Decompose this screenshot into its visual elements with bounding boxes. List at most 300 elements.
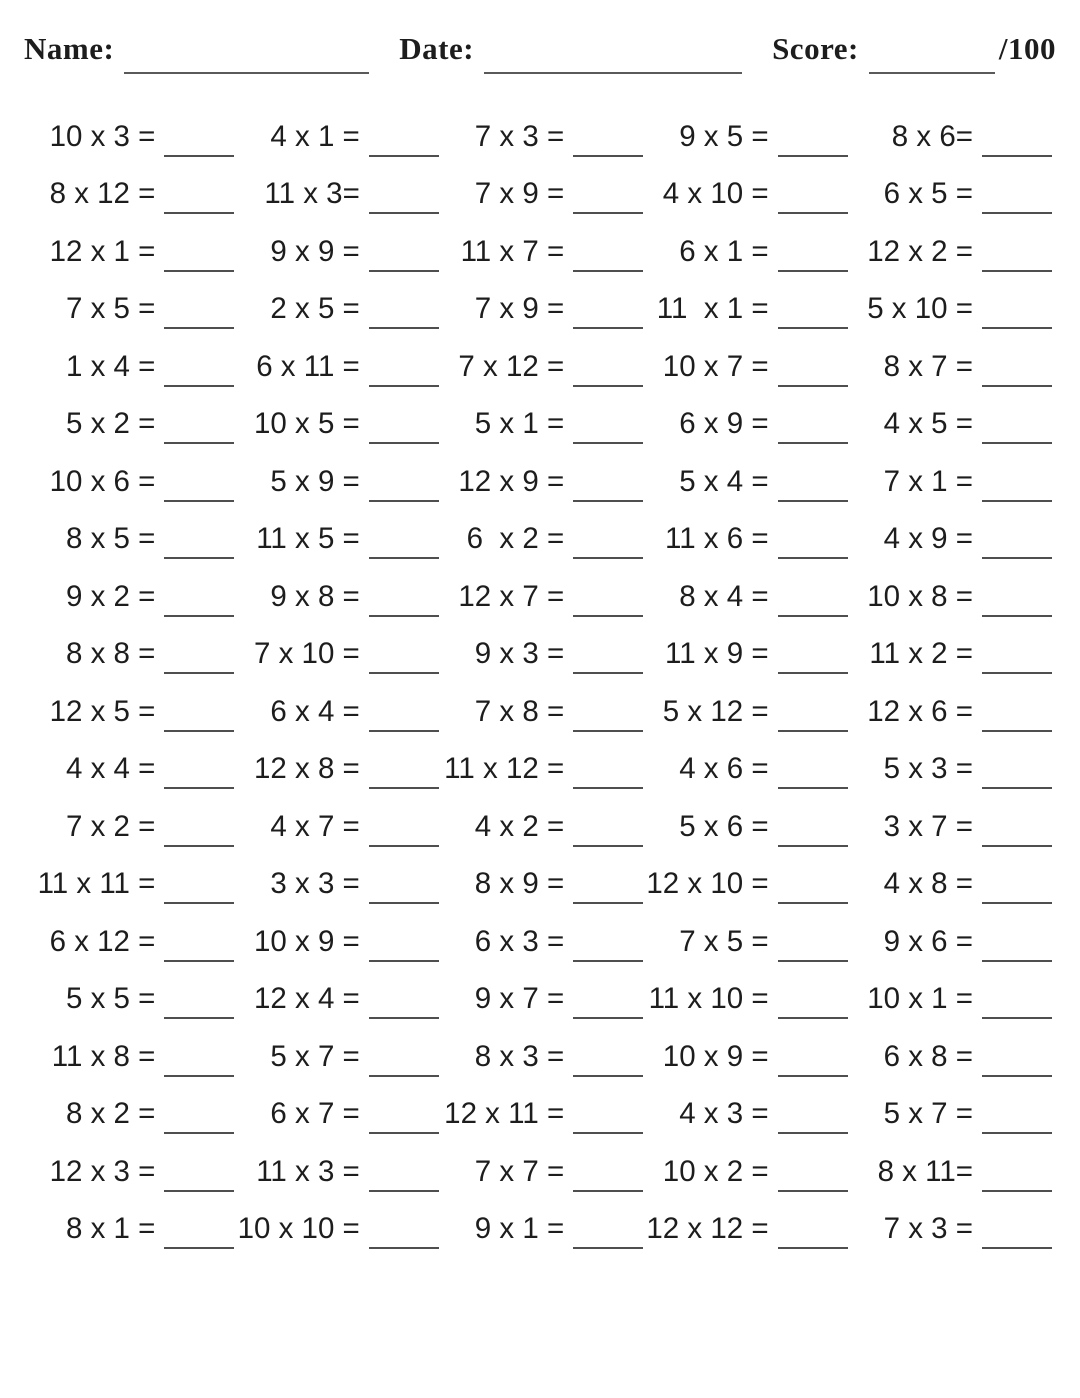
problem-text: 5 x 7 = xyxy=(270,1039,360,1073)
problem-cell xyxy=(439,683,643,741)
problem-cell xyxy=(439,1086,643,1144)
answer-blank-line xyxy=(573,692,643,732)
problem-cell xyxy=(30,626,234,684)
problem-cell xyxy=(439,223,643,281)
problem-text: 8 x 9 = xyxy=(474,867,565,901)
problem-cell xyxy=(30,1143,234,1201)
answer-blank-line xyxy=(369,864,439,904)
answer-blank-line xyxy=(164,519,234,559)
problem-text: 7 x 10 = xyxy=(254,637,360,671)
problem-cell xyxy=(848,913,1052,971)
problem-text: 12 x 2 = xyxy=(867,234,973,268)
problem-text: 5 x 1 = xyxy=(474,407,565,441)
answer-blank-line xyxy=(778,404,848,444)
problem-text: 4 x 10 = xyxy=(662,177,769,211)
answer-blank-line xyxy=(778,1152,848,1192)
answer-blank-line xyxy=(164,577,234,617)
problem-text: 7 x 3 = xyxy=(883,1212,973,1246)
answer-blank-line xyxy=(369,577,439,617)
answer-blank-line xyxy=(164,289,234,329)
problem-text: 6 x 11 = xyxy=(256,349,360,383)
answer-blank-line xyxy=(369,174,439,214)
score-total: /100 xyxy=(998,30,1056,66)
problem-cell xyxy=(643,453,847,511)
problem-cell xyxy=(848,223,1052,281)
answer-blank-line xyxy=(778,1037,848,1077)
problem-cell xyxy=(234,568,438,626)
answer-blank-line xyxy=(164,174,234,214)
answer-blank-line xyxy=(778,117,848,157)
problem-text: 6 x 12 = xyxy=(49,924,156,958)
problem-text: 6 x 8 = xyxy=(883,1039,973,1073)
problem-text: 12 x 12 = xyxy=(646,1212,769,1246)
date-field-group xyxy=(399,30,742,66)
answer-blank-line xyxy=(164,232,234,272)
problem-text: 9 x 8 = xyxy=(270,579,360,613)
problem-cell xyxy=(848,166,1052,224)
problem-text: 9 x 2 = xyxy=(66,579,156,613)
problem-text: 7 x 3 = xyxy=(474,119,565,153)
answer-blank-line xyxy=(982,117,1052,157)
problem-text: 4 x 7 = xyxy=(270,809,360,843)
problem-cell xyxy=(643,1201,847,1259)
answer-blank-line xyxy=(369,117,439,157)
answer-blank-line xyxy=(982,347,1052,387)
answer-blank-line xyxy=(164,864,234,904)
problem-cell xyxy=(439,281,643,339)
problem-text: 8 x 7 = xyxy=(883,349,973,383)
answer-blank-line xyxy=(369,807,439,847)
problem-cell xyxy=(30,971,234,1029)
answer-blank-line xyxy=(369,1037,439,1077)
problem-text: 12 x 4 = xyxy=(254,982,360,1016)
problem-text: 4 x 1 = xyxy=(270,119,360,153)
problem-cell xyxy=(848,626,1052,684)
answer-blank-line xyxy=(164,692,234,732)
problem-text: 7 x 2 = xyxy=(66,809,156,843)
problem-text: 5 x 5 = xyxy=(66,982,156,1016)
answer-blank-line xyxy=(369,1209,439,1249)
answer-blank-line xyxy=(164,1209,234,1249)
answer-blank-line xyxy=(369,634,439,674)
problem-cell xyxy=(30,396,234,454)
problem-cell xyxy=(643,338,847,396)
answer-blank-line xyxy=(369,519,439,559)
problem-cell xyxy=(234,166,438,224)
problem-text: 12 x 1 = xyxy=(49,234,156,268)
problem-cell xyxy=(848,1028,1052,1086)
answer-blank-line xyxy=(573,749,643,789)
answer-blank-line xyxy=(573,232,643,272)
problem-cell xyxy=(439,166,643,224)
problem-text: 7 x 9 = xyxy=(474,177,565,211)
problem-cell xyxy=(234,223,438,281)
problem-text: 11 x 2 = xyxy=(869,637,973,671)
answer-blank-line xyxy=(573,577,643,617)
problem-cell xyxy=(643,396,847,454)
problem-cell xyxy=(234,798,438,856)
problem-cell xyxy=(643,913,847,971)
worksheet-header xyxy=(0,0,1080,66)
answer-blank-line xyxy=(982,519,1052,559)
problem-text: 3 x 3 = xyxy=(270,867,360,901)
problem-cell xyxy=(848,108,1052,166)
problem-cell xyxy=(848,453,1052,511)
answer-blank-line xyxy=(164,922,234,962)
answer-blank-line xyxy=(573,1094,643,1134)
problem-cell xyxy=(30,1028,234,1086)
problem-cell xyxy=(30,166,234,224)
problem-text: 12 x 9 = xyxy=(458,464,565,498)
answer-blank-line xyxy=(778,1209,848,1249)
answer-blank-line xyxy=(778,634,848,674)
problem-text: 4 x 4 = xyxy=(66,752,156,786)
problem-cell xyxy=(30,281,234,339)
problem-text: 9 x 9 = xyxy=(270,234,360,268)
problem-text: 12 x 6 = xyxy=(867,694,973,728)
problem-text: 8 x 8 = xyxy=(66,637,156,671)
problem-cell xyxy=(234,108,438,166)
problem-text: 12 x 3 = xyxy=(49,1154,156,1188)
problem-text: 5 x 12 = xyxy=(662,694,769,728)
problem-cell xyxy=(643,971,847,1029)
problem-text: 5 x 3 = xyxy=(883,752,973,786)
answer-blank-line xyxy=(573,347,643,387)
answer-blank-line xyxy=(573,289,643,329)
answer-blank-line xyxy=(982,749,1052,789)
answer-blank-line xyxy=(369,232,439,272)
answer-blank-line xyxy=(982,864,1052,904)
problem-cell xyxy=(643,1143,847,1201)
problem-cell xyxy=(643,166,847,224)
problem-cell xyxy=(439,626,643,684)
problem-cell xyxy=(30,108,234,166)
problem-cell xyxy=(848,683,1052,741)
problem-text: 6 x 5 = xyxy=(883,177,973,211)
answer-blank-line xyxy=(369,347,439,387)
problem-cell xyxy=(234,511,438,569)
problem-text: 4 x 3 = xyxy=(679,1097,769,1131)
problem-cell xyxy=(643,108,847,166)
problem-cell xyxy=(30,856,234,914)
problem-cell xyxy=(439,1201,643,1259)
answer-blank-line xyxy=(982,1152,1052,1192)
problem-cell xyxy=(439,913,643,971)
problem-cell xyxy=(848,798,1052,856)
answer-blank-line xyxy=(982,289,1052,329)
problem-text: 7 x 9 = xyxy=(474,292,565,326)
problem-text: 8 x 5 = xyxy=(66,522,156,556)
answer-blank-line xyxy=(982,922,1052,962)
problem-text: 10 x 6 = xyxy=(49,464,156,498)
answer-blank-line xyxy=(164,634,234,674)
problem-cell xyxy=(848,1086,1052,1144)
problem-cell xyxy=(439,741,643,799)
problem-text: 10 x 1 = xyxy=(867,982,973,1016)
answer-blank-line xyxy=(369,979,439,1019)
problem-cell xyxy=(234,1201,438,1259)
problem-text: 5 x 2 = xyxy=(66,407,156,441)
problem-cell xyxy=(848,1201,1052,1259)
answer-blank-line xyxy=(982,462,1052,502)
answer-blank-line xyxy=(573,807,643,847)
answer-blank-line xyxy=(778,232,848,272)
answer-blank-line xyxy=(778,692,848,732)
answer-blank-line xyxy=(369,289,439,329)
answer-blank-line xyxy=(982,1209,1052,1249)
answer-blank-line xyxy=(164,1094,234,1134)
problem-text: 7 x 8 = xyxy=(474,694,565,728)
answer-blank-line xyxy=(369,1152,439,1192)
answer-blank-line xyxy=(573,174,643,214)
answer-blank-line xyxy=(982,692,1052,732)
answer-blank-line xyxy=(982,807,1052,847)
problem-cell xyxy=(643,1086,847,1144)
problem-cell xyxy=(848,971,1052,1029)
answer-blank-line xyxy=(778,864,848,904)
problem-cell xyxy=(643,683,847,741)
answer-blank-line xyxy=(369,749,439,789)
problem-text: 11 x 10 = xyxy=(648,982,769,1016)
problem-cell xyxy=(439,396,643,454)
problem-cell xyxy=(439,453,643,511)
problem-cell xyxy=(30,741,234,799)
problem-cell xyxy=(30,511,234,569)
problem-cell xyxy=(848,741,1052,799)
problem-cell xyxy=(643,626,847,684)
problem-text: 10 x 3 = xyxy=(49,119,156,153)
problem-text: 4 x 6 = xyxy=(679,752,769,786)
problem-text: 12 x 7 = xyxy=(458,579,565,613)
answer-blank-line xyxy=(573,1209,643,1249)
answer-blank-line xyxy=(164,807,234,847)
problem-text: 11 x 7 = xyxy=(460,234,565,268)
problem-text: 11 x 6 = xyxy=(664,522,769,556)
answer-blank-line xyxy=(573,117,643,157)
problem-cell xyxy=(439,338,643,396)
answer-blank-line xyxy=(778,577,848,617)
answer-blank-line xyxy=(164,1037,234,1077)
problem-cell xyxy=(643,798,847,856)
problem-cell xyxy=(643,568,847,626)
problem-text: 8 x 11= xyxy=(877,1154,973,1188)
problem-text: 3 x 7 = xyxy=(883,809,973,843)
problem-text: 12 x 8 = xyxy=(254,752,360,786)
problem-text: 11 x 1 = xyxy=(656,292,769,326)
problem-text: 4 x 5 = xyxy=(883,407,973,441)
answer-blank-line xyxy=(573,922,643,962)
answer-blank-line xyxy=(164,347,234,387)
answer-blank-line xyxy=(573,864,643,904)
problem-text: 9 x 5 = xyxy=(679,119,769,153)
problem-text: 6 x 4 = xyxy=(270,694,360,728)
answer-blank-line xyxy=(369,462,439,502)
score-label: Score: xyxy=(772,30,859,66)
problem-text: 7 x 5 = xyxy=(66,292,156,326)
problem-cell xyxy=(848,338,1052,396)
problem-text: 5 x 4 = xyxy=(679,464,769,498)
problem-cell xyxy=(848,281,1052,339)
problem-text: 12 x 5 = xyxy=(49,694,156,728)
problem-text: 9 x 7 = xyxy=(474,982,565,1016)
problem-text: 11 x 8 = xyxy=(51,1039,156,1073)
problem-cell xyxy=(234,626,438,684)
problem-text: 2 x 5 = xyxy=(270,292,360,326)
problem-cell xyxy=(643,1028,847,1086)
problem-cell xyxy=(439,971,643,1029)
problem-cell xyxy=(439,856,643,914)
name-field-group xyxy=(24,30,369,66)
problem-cell xyxy=(234,683,438,741)
problem-cell xyxy=(234,856,438,914)
answer-blank-line xyxy=(778,174,848,214)
problem-text: 5 x 10 = xyxy=(867,292,973,326)
answer-blank-line xyxy=(982,174,1052,214)
date-label: Date: xyxy=(399,30,475,66)
score-blank-line xyxy=(869,38,995,74)
problem-text: 10 x 8 = xyxy=(867,579,973,613)
problem-text: 10 x 7 = xyxy=(662,349,769,383)
problem-cell xyxy=(439,1143,643,1201)
problem-text: 4 x 9 = xyxy=(883,522,973,556)
problem-text: 10 x 10 = xyxy=(237,1212,360,1246)
problem-text: 6 x 2 = xyxy=(466,522,565,556)
problem-text: 11 x 11 = xyxy=(37,867,156,901)
problem-text: 11 x 3= xyxy=(264,177,360,211)
name-label: Name: xyxy=(24,30,115,66)
problem-text: 11 x 3 = xyxy=(256,1154,360,1188)
problem-cell xyxy=(439,1028,643,1086)
problem-text: 8 x 4 = xyxy=(679,579,769,613)
score-field-group xyxy=(772,30,1056,66)
problem-text: 12 x 11 = xyxy=(444,1097,565,1131)
answer-blank-line xyxy=(164,404,234,444)
answer-blank-line xyxy=(164,1152,234,1192)
problem-text: 10 x 9 = xyxy=(662,1039,769,1073)
answer-blank-line xyxy=(573,634,643,674)
problem-text: 11 x 12 = xyxy=(444,752,565,786)
problem-text: 7 x 12 = xyxy=(458,349,565,383)
problem-text: 10 x 2 = xyxy=(662,1154,769,1188)
answer-blank-line xyxy=(778,749,848,789)
answer-blank-line xyxy=(573,979,643,1019)
answer-blank-line xyxy=(778,979,848,1019)
answer-blank-line xyxy=(369,692,439,732)
problem-text: 8 x 6= xyxy=(891,119,973,153)
answer-blank-line xyxy=(982,979,1052,1019)
problem-text: 12 x 10 = xyxy=(646,867,769,901)
answer-blank-line xyxy=(573,1152,643,1192)
problem-text: 9 x 6 = xyxy=(883,924,973,958)
problems-grid xyxy=(30,108,1052,1258)
problem-cell xyxy=(643,741,847,799)
problem-text: 9 x 3 = xyxy=(474,637,565,671)
problem-text: 8 x 12 = xyxy=(49,177,156,211)
problem-text: 6 x 3 = xyxy=(474,924,565,958)
problem-cell xyxy=(30,1086,234,1144)
problem-text: 5 x 7 = xyxy=(883,1097,973,1131)
answer-blank-line xyxy=(778,807,848,847)
problem-cell xyxy=(643,281,847,339)
problem-text: 8 x 2 = xyxy=(66,1097,156,1131)
answer-blank-line xyxy=(982,1094,1052,1134)
answer-blank-line xyxy=(982,404,1052,444)
problem-cell xyxy=(848,1143,1052,1201)
problem-cell xyxy=(234,913,438,971)
problem-cell xyxy=(30,913,234,971)
answer-blank-line xyxy=(778,347,848,387)
problem-text: 6 x 9 = xyxy=(679,407,769,441)
problem-text: 8 x 1 = xyxy=(66,1212,156,1246)
problem-cell xyxy=(30,338,234,396)
answer-blank-line xyxy=(778,519,848,559)
problem-text: 11 x 5 = xyxy=(256,522,360,556)
answer-blank-line xyxy=(778,462,848,502)
problem-text: 6 x 1 = xyxy=(679,234,769,268)
answer-blank-line xyxy=(164,117,234,157)
problem-cell xyxy=(30,453,234,511)
answer-blank-line xyxy=(164,979,234,1019)
problem-cell xyxy=(848,856,1052,914)
problem-cell xyxy=(848,511,1052,569)
answer-blank-line xyxy=(573,1037,643,1077)
answer-blank-line xyxy=(982,1037,1052,1077)
problem-cell xyxy=(30,1201,234,1259)
answer-blank-line xyxy=(982,232,1052,272)
problem-text: 4 x 2 = xyxy=(474,809,565,843)
problem-cell xyxy=(439,798,643,856)
problem-text: 5 x 9 = xyxy=(270,464,360,498)
problem-cell xyxy=(234,396,438,454)
answer-blank-line xyxy=(573,519,643,559)
answer-blank-line xyxy=(778,1094,848,1134)
problem-text: 10 x 5 = xyxy=(254,407,360,441)
problem-cell xyxy=(439,568,643,626)
problem-cell xyxy=(643,511,847,569)
name-blank-line xyxy=(124,38,369,74)
problem-cell xyxy=(643,856,847,914)
problem-cell xyxy=(234,453,438,511)
problem-cell xyxy=(234,1028,438,1086)
problem-text: 11 x 9 = xyxy=(664,637,769,671)
problem-cell xyxy=(234,281,438,339)
problem-text: 7 x 1 = xyxy=(883,464,973,498)
problem-cell xyxy=(30,798,234,856)
answer-blank-line xyxy=(164,462,234,502)
problem-text: 1 x 4 = xyxy=(66,349,156,383)
problem-cell xyxy=(234,1143,438,1201)
problem-cell xyxy=(234,1086,438,1144)
problem-cell xyxy=(234,971,438,1029)
answer-blank-line xyxy=(982,577,1052,617)
problem-cell xyxy=(30,223,234,281)
problem-text: 4 x 8 = xyxy=(883,867,973,901)
problem-cell xyxy=(439,511,643,569)
problem-cell xyxy=(848,396,1052,454)
answer-blank-line xyxy=(778,922,848,962)
problem-text: 8 x 3 = xyxy=(474,1039,565,1073)
problem-cell xyxy=(643,223,847,281)
problem-text: 5 x 6 = xyxy=(679,809,769,843)
answer-blank-line xyxy=(982,634,1052,674)
problem-cell xyxy=(30,683,234,741)
problem-cell xyxy=(439,108,643,166)
answer-blank-line xyxy=(778,289,848,329)
problem-cell xyxy=(234,741,438,799)
answer-blank-line xyxy=(164,749,234,789)
problem-text: 7 x 5 = xyxy=(679,924,769,958)
date-blank-line xyxy=(484,38,742,74)
